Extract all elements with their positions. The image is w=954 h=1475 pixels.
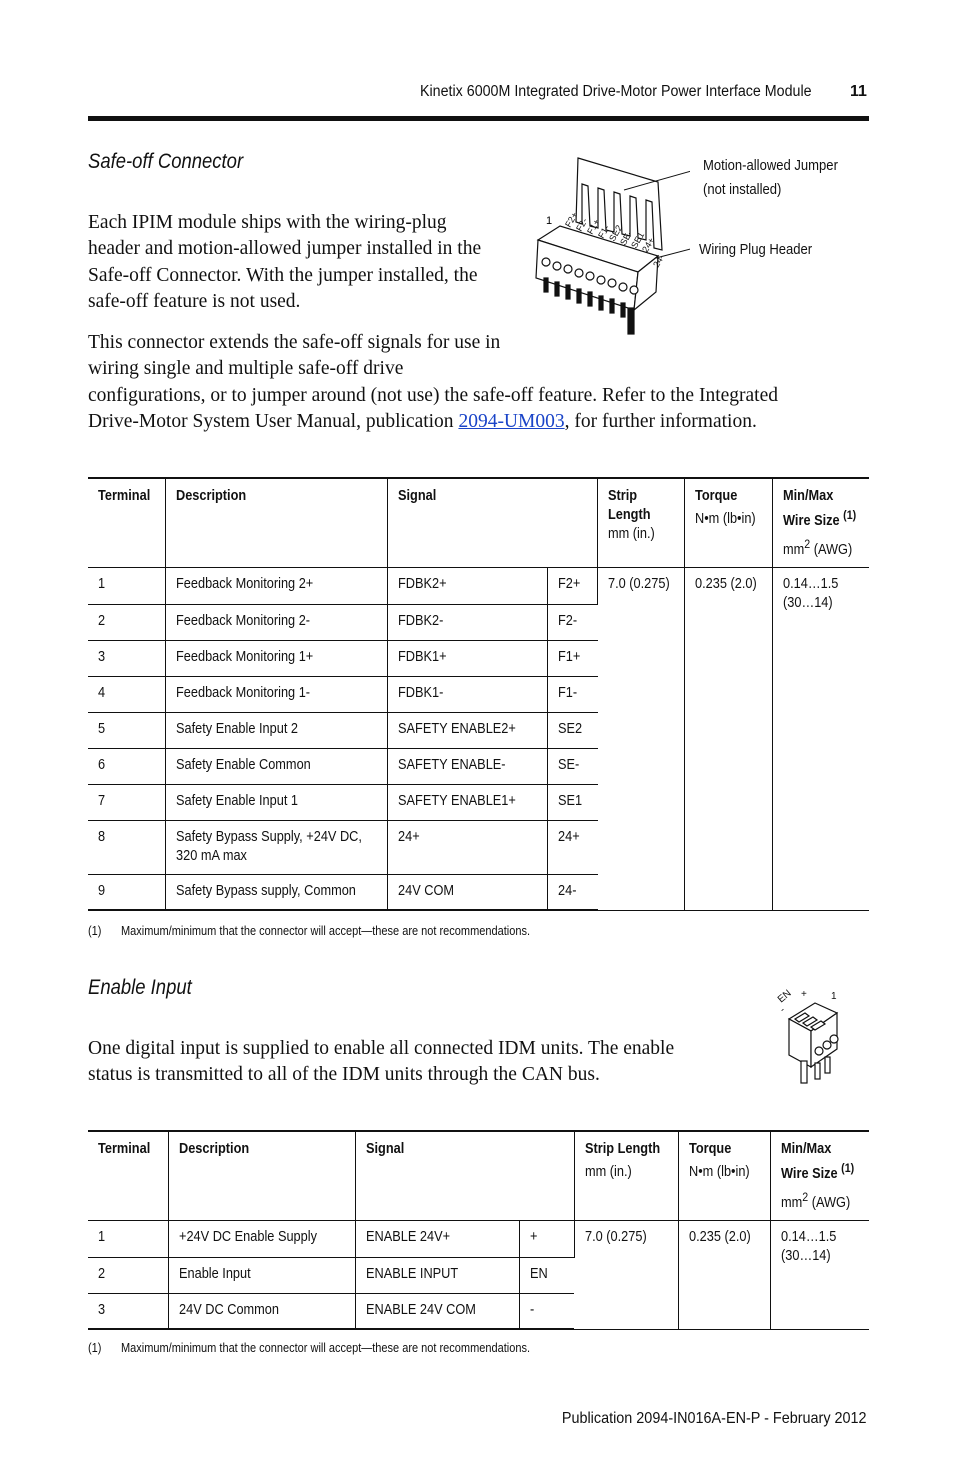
cell-terminal: 3 [88, 1293, 168, 1329]
text-line: This connector extends the safe-off signals for use in [88, 332, 501, 353]
cell-code: - [519, 1293, 574, 1329]
cell-description: Safety Enable Input 2 [166, 712, 388, 748]
enable-plug-body [789, 1003, 838, 1083]
cell-code: SE- [547, 748, 598, 784]
footnote-ref: (1) [842, 508, 856, 522]
text-line: configurations, or to jumper around (not use) the safe-off feature. Refer to the Integrated [88, 384, 779, 406]
cell-torque: 0.235 (2.0) [685, 567, 772, 910]
col-header-torque [685, 478, 772, 567]
text-run: Drive-Motor System User Manual, publication [88, 410, 459, 432]
cell-description: Enable Input [168, 1257, 355, 1293]
header-text: Wire Size $^{(1)}$ [780, 1161, 854, 1182]
header-text: Min/Max [780, 1141, 831, 1157]
pin-labels-overlay [560, 208, 680, 278]
cell-strip-length: 7.0 (0.275) [598, 567, 685, 910]
cell-signal: 24+ [388, 820, 547, 874]
callout-jumper-line-2: (not installed) [703, 182, 782, 198]
header-text: Torque [695, 488, 738, 504]
text-line: Safe-off Connector. With the jumper installed, the [88, 264, 478, 286]
cell-wire-size: 0.14…1.5 (30…14) [770, 1220, 869, 1329]
cell-terminal: 1 [88, 1220, 168, 1257]
cell-terminal: 2 [88, 604, 166, 640]
cell-code: F1- [547, 676, 598, 712]
cell-wire-size: 0.14…1.5 (30…14) [772, 567, 869, 910]
cell-torque: 0.235 (2.0) [678, 1220, 770, 1329]
pin-label: F2+ [563, 210, 580, 229]
col-header-wire-size [770, 1131, 869, 1220]
text-line [88, 409, 848, 435]
col-header-signal: Signal [388, 478, 598, 567]
col-header-strip-length [598, 478, 685, 567]
header-text: Strip Length [584, 1141, 660, 1157]
cell-description: Safety Enable Common [166, 748, 388, 784]
col-header-terminal: Terminal [88, 1131, 168, 1220]
pin-label: SE1 [629, 230, 647, 250]
cell-terminal: 3 [88, 640, 166, 676]
enable-pin-label: + [801, 989, 807, 1000]
cell-signal: ENABLE 24V COM [355, 1293, 519, 1329]
enable-pin-one-label: 1 [831, 991, 837, 1002]
safe-off-paragraph-1 [88, 210, 518, 315]
cell-description: Feedback Monitoring 2+ [166, 567, 388, 604]
cell-code: SE2 [547, 712, 598, 748]
enable-pin-label: EN [775, 987, 794, 1006]
header-text: Length [608, 507, 651, 523]
callout-jumper [703, 154, 838, 202]
cell-code: F2+ [547, 567, 598, 604]
cell-code: EN [519, 1257, 574, 1293]
header-unit: $mm^2$ (AWG) [780, 1189, 850, 1211]
cell-code: F2- [547, 604, 598, 640]
text-line: wiring single and multiple safe-off drive [88, 358, 404, 380]
pin-label: SE- [618, 228, 635, 247]
enable-footnote: Maximum/minimum that the connector will accept—these are not recommendations. [121, 1341, 531, 1355]
text-line: status is transmitted to all of the IDM units through the CAN bus. [88, 1064, 600, 1086]
cell-signal: 24V COM [388, 874, 547, 910]
cell-strip-length: 7.0 (0.275) [574, 1220, 678, 1329]
cell-description: Feedback Monitoring 2- [166, 604, 388, 640]
table-row [88, 567, 869, 604]
cell-description: Feedback Monitoring 1+ [166, 640, 388, 676]
cell-signal: SAFETY ENABLE1+ [388, 784, 547, 820]
pin-label: F1+ [585, 217, 602, 236]
callout-wiring-plug-header: Wiring Plug Header [699, 242, 813, 258]
col-header-torque [678, 1131, 770, 1220]
enable-input-heading: Enable Input [88, 976, 192, 999]
enable-input-paragraph [88, 1036, 738, 1089]
col-header-terminal: Terminal [88, 478, 166, 567]
header-text: Wire Size $^{(1)}$ [782, 508, 856, 529]
pin-label: 24+ [640, 235, 657, 254]
header-text: Min/Max [782, 488, 833, 504]
text-line: One digital input is supplied to enable all connected IDM units. The enable [88, 1038, 675, 1059]
cell-description: Safety Bypass Supply, +24V DC, 320 mA max [166, 820, 388, 874]
header-rule [88, 116, 869, 121]
text-line: safe-off feature is not used. [88, 290, 301, 312]
cell-code: 24- [547, 874, 598, 910]
cell-signal: FDBK1+ [388, 640, 547, 676]
header-text: Strip [608, 488, 638, 504]
footnote-ref: (1) [840, 1161, 854, 1175]
cell-description: Safety Enable Input 1 [166, 784, 388, 820]
text-line: header and motion-allowed jumper installed in the [88, 238, 482, 260]
cell-description: 24V DC Common [168, 1293, 355, 1329]
running-header-title: Kinetix 6000M Integrated Drive-Motor Power Interface Module [420, 83, 812, 100]
cell-signal: FDBK2+ [388, 567, 547, 604]
cell-terminal: 5 [88, 712, 166, 748]
enable-input-terminal-table [88, 1130, 869, 1330]
cell-signal: ENABLE INPUT [355, 1257, 519, 1293]
cell-terminal: 4 [88, 676, 166, 712]
pin-label: F1- [596, 223, 612, 240]
enable-footnote-number: (1) [88, 1341, 102, 1355]
cell-signal: FDBK2- [388, 604, 547, 640]
cell-description: Feedback Monitoring 1- [166, 676, 388, 712]
safe-off-paragraph-2 [88, 330, 848, 435]
cell-terminal: 1 [88, 567, 166, 604]
cell-code: SE1 [547, 784, 598, 820]
cell-terminal: 2 [88, 1257, 168, 1293]
publication-link[interactable]: 2094-UM003 [458, 410, 565, 432]
pin-one-label: 1 [546, 215, 553, 227]
cell-terminal: 7 [88, 784, 166, 820]
safe-off-footnote: Maximum/minimum that the connector will accept—these are not recommendations. [121, 924, 531, 938]
enable-pin-label: - [777, 1004, 788, 1016]
col-header-description: Description [168, 1131, 355, 1220]
cell-terminal: 8 [88, 820, 166, 874]
pin-label: F2- [574, 216, 590, 233]
cell-signal: SAFETY ENABLE- [388, 748, 547, 784]
header-text: Torque [688, 1141, 731, 1157]
header-unit: mm (in.) [608, 526, 656, 542]
pin-label: SE2 [607, 223, 625, 243]
safe-off-terminal-table [88, 477, 869, 911]
safe-off-footnote-number: (1) [88, 924, 102, 938]
pin-label: 24- [651, 252, 667, 269]
col-header-strip-length [574, 1131, 678, 1220]
page-number: 11 [850, 83, 867, 100]
col-header-signal: Signal [355, 1131, 574, 1220]
callout-jumper-line-1: Motion-allowed Jumper [703, 158, 838, 174]
header-unit: $mm^2$ (AWG) [782, 536, 852, 558]
cell-signal: SAFETY ENABLE2+ [388, 712, 547, 748]
cell-description: Safety Bypass supply, Common [166, 874, 388, 910]
cell-code: F1+ [547, 640, 598, 676]
safe-off-heading: Safe-off Connector [88, 150, 244, 173]
col-header-wire-size [772, 478, 869, 567]
header-unit: N•m (lb•in) [688, 1164, 750, 1180]
table-row [88, 1220, 869, 1257]
enable-connector-illustration [775, 985, 855, 1090]
cell-signal: FDBK1- [388, 676, 547, 712]
cell-description: +24V DC Enable Supply [168, 1220, 355, 1257]
header-unit: N•m (lb•in) [695, 511, 757, 527]
col-header-description: Description [166, 478, 388, 567]
cell-signal: ENABLE 24V+ [355, 1220, 519, 1257]
cell-terminal: 9 [88, 874, 166, 910]
cell-code: 24+ [547, 820, 598, 874]
text-run: , for further information. [564, 410, 757, 432]
cell-terminal: 6 [88, 748, 166, 784]
cell-code: + [519, 1220, 574, 1257]
text-line: Each IPIM module ships with the wiring-plug [88, 212, 447, 233]
header-unit: mm (in.) [584, 1164, 632, 1180]
publication-footer: Publication 2094-IN016A-EN-P - February 2012 [562, 1410, 867, 1427]
